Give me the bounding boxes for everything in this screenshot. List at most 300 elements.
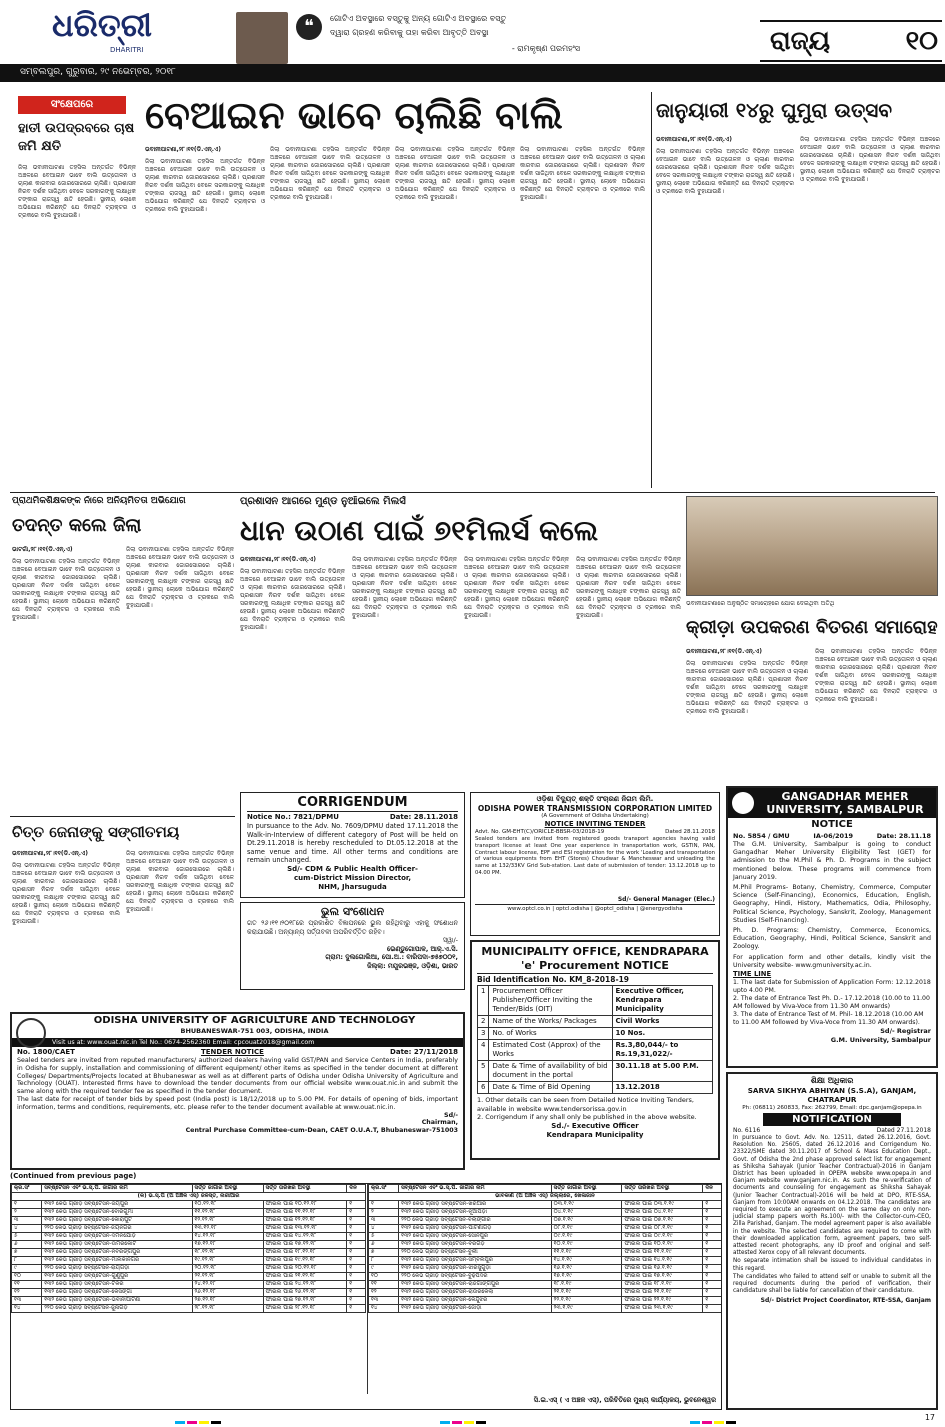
schedule-cell: ୧ <box>703 1217 722 1225</box>
schedule-cell: ୧ <box>347 1305 366 1313</box>
gmu-notice: NOTICE <box>811 819 853 830</box>
gmu-date: Date: 28.11.18 <box>876 832 931 840</box>
kendrapara-cell-label: Name of the Works/ Packages <box>489 1016 612 1028</box>
schedule-cell: ୨୮.୧୨.୧୮ <box>192 1305 263 1313</box>
schedule-cell: ୧୩୨ କେଭି ଗ୍ରୀଡ଼ ସବ୍‌ଷ୍ଟେସନ-କୋରାପୁଟ <box>42 1217 192 1225</box>
kendrapara-cell-no: 5 <box>478 1061 489 1082</box>
left-headline: ତଦନ୍ତ କଲେ ଜିଲା <box>12 515 142 536</box>
schedule-cell: ୦୪.୧.୧୯ <box>551 1209 622 1217</box>
schedule-cell: ୨ <box>12 1209 42 1217</box>
schedule-header-cell: ସର୍ତ୍ତ ଜାଗାର ଅବସ୍ଥା <box>192 1185 263 1193</box>
schedule-cell: ୦୮.୧.୧୯ <box>551 1225 622 1233</box>
schedule-cell: ୧୪.୧୨.୧୮ <box>192 1233 263 1241</box>
continued-label: (Continued from previous page) <box>10 1172 137 1180</box>
kendrapara-cell-no: 3 <box>478 1028 489 1040</box>
divider-obit <box>10 816 235 817</box>
registration-swatch <box>702 1421 712 1424</box>
schedule-cell: ଫାଇଲ ପାଇଁ ୨୧.୧୨.୧୮ <box>263 1273 347 1281</box>
corrigendum-meta <box>247 812 458 822</box>
schedule-cell: ଫାଇଲ ପାଇଁ ୨୨.୧.୧୯ <box>622 1297 703 1305</box>
schedule-cell: ୧୯.୧୨.୧୮ <box>192 1257 263 1265</box>
gmu-no: No. 5854 / GMU <box>733 832 790 840</box>
page-number-odia: ୧୦ <box>905 26 938 56</box>
schedule-cell: ୧୩୨ କେଭି ଗ୍ରୀଡ଼ ସବ୍‌ଷ୍ଟେସନ-ଝାରସୁଗୁଡ଼ା <box>399 1265 552 1273</box>
gmu-header <box>728 788 936 818</box>
ouat-sign-3: Central Purchase Committee-cum-Dean, CAET O.U.A.T, Bhubaneswar-751003 <box>185 1126 458 1134</box>
optcl-adv: Advt. No. GM-EHT(C)/ORICLE-BBSR-03/2018-19 <box>475 829 605 835</box>
ssa-ad <box>726 1072 938 1410</box>
schedule-cell: ୧୩୨ କେଭି ଗ୍ରୀଡ଼ ସବ୍‌ଷ୍ଟେସନ-ମାଲକାନଗିରି <box>42 1257 192 1265</box>
corrigendum-notice-no: Notice No.: 7821/DPMU <box>247 813 339 821</box>
optcl-sub: (A Government of Odisha Undertaking) <box>541 813 649 819</box>
corrigendum-title: CORRIGENDUM <box>247 795 458 812</box>
registration-swatch <box>714 1421 724 1424</box>
ouat-title: ODISHA UNIVERSITY OF AGRICULTURE AND TECHNOLOGY <box>93 1015 416 1026</box>
schedule-cell: ୧ <box>347 1241 366 1249</box>
schedule-table-left-wrap <box>11 1184 366 1394</box>
schedule-cell: ୧୩୨ କେଭି ଗ୍ରୀଡ଼ ସବ୍‌ଷ୍ଟେସନ-ଜୟପୁର <box>42 1201 192 1209</box>
kendrapara-cell-value: Rs.3,80,044/- to Rs.19,31,022/- <box>612 1040 713 1061</box>
schedule-cell: ଫାଇଲ ପାଇଁ ୨୦.୧୨.୧୮ <box>263 1265 347 1273</box>
schedule-cell: ୧ <box>347 1297 366 1305</box>
schedule-cell: ୧୭.୧.୧୯ <box>551 1273 622 1281</box>
schedule-cell: ୧ <box>347 1257 366 1265</box>
correction-body: ଗତ ୨୬।୧୧।୨୦୧୮ରେ ପ୍ରକାଶିତ ବିଜ୍ଞାପନରେ ଭୁଲ ରହିଥିବାରୁ ଏହାକୁ ସଂଶୋଧନ କରାଯାଉଛି। ଅନ୍ୟାନ୍ୟ ସର୍ତ୍ତାବଳୀ ଅପରିବର୍ତ୍ତିତ ରହିବ। <box>247 919 458 936</box>
schedule-cell: ୫ <box>369 1233 399 1241</box>
schedule-cell: ୨୧.୧୨.୧୮ <box>192 1273 263 1281</box>
schedule-cell: ୧୩ <box>369 1297 399 1305</box>
schedule-header-row <box>12 1185 366 1193</box>
schedule-cell: ୧ <box>703 1281 722 1289</box>
center-story-col-3: ଜିଲା ଭବାନୀପାଟଣା ତହସିଲ ଅନ୍ତର୍ଗତ ବିଭିନ୍ନ ଅଞ୍ଚଳରେ ବେଆଇନ ଭାବେ ବାଲି ଉତ୍ତୋଳନ ଓ ଚାଲାଣ କାରବାର ଜୋରସୋରରେ ଚାଲିଛି। ପ୍ରଶାସନ ନିରବ ଦର୍ଶକ ସାଜିଥିବା ବେଳେ ସରକାରଙ୍କୁ ଲକ୍ଷାଧିକ ଟଙ୍କାର ରାଜସ୍ୱ କ୍ଷତି ହେଉଛି। ସ୍ଥାନୀୟ ଲୋକେ ଅଭିଯୋଗ କରିଛନ୍ତି ଯେ ଦିନରାତି ଟ୍ରାକ୍ଟର ଓ ଟ୍ରକରେ ବାଲି ବୁହାଯାଉଛି। <box>464 556 569 619</box>
obit-dateline: ଭବାନୀପାଟଣା,୨୮।୧୧(ଡି.ଏନ୍.ଏ) <box>12 850 88 857</box>
schedule-cell: ୬ <box>12 1241 42 1249</box>
kendrapara-ad <box>470 940 720 1160</box>
right-dateline: ଭବାନୀପାଟଣା,୨୮।୧୧(ଡି.ଏନ୍.ଏ) <box>686 648 762 655</box>
corrigendum-sign-3: NHM, Jharsuguda <box>318 882 387 891</box>
schedule-subheader-row <box>369 1193 722 1201</box>
schedule-cell: ୧୧ <box>12 1281 42 1289</box>
schedule-header-cell: ସବ୍‌ଷ୍ଟେସନ ଏବଂ ଭ.ସ୍.ପି. ଜାଗାର ନାମ <box>42 1185 192 1193</box>
schedule-row <box>12 1201 366 1209</box>
schedule-row <box>369 1273 722 1281</box>
obit-col-1: ଜିଲା ଭବାନୀପାଟଣା ତହସିଲ ଅନ୍ତର୍ଗତ ବିଭିନ୍ନ ଅଞ୍ଚଳରେ ବେଆଇନ ଭାବେ ବାଲି ଉତ୍ତୋଳନ ଓ ଚାଲାଣ କାରବାର ଜୋରସୋରରେ ଚାଲିଛି। ପ୍ରଶାସନ ନିରବ ଦର୍ଶକ ସାଜିଥିବା ବେଳେ ସରକାରଙ୍କୁ ଲକ୍ଷାଧିକ ଟଙ୍କାର ରାଜସ୍ୱ କ୍ଷତି ହେଉଛି। ସ୍ଥାନୀୟ ଲୋକେ ଅଭିଯୋଗ କରିଛନ୍ତି ଯେ ଦିନରାତି ଟ୍ରାକ୍ଟର ଓ ଟ୍ରକରେ ବାଲି ବୁହାଯାଉଛି। <box>12 862 120 925</box>
schedule-cell: ୧ <box>347 1281 366 1289</box>
schedule-cell: ଫାଇଲ ପାଇଁ ୨୩.୧.୧୯ <box>622 1305 703 1313</box>
schedule-cell: ଫାଇଲ ପାଇଁ ୧୮.୧୨.୧୮ <box>263 1249 347 1257</box>
schedule-cell: ୧୩୨ କେଭି ଗ୍ରୀଡ଼ ସବ୍‌ଷ୍ଟେସନ-ଟିକିରି <box>42 1281 192 1289</box>
kendrapara-cell-no: 4 <box>478 1040 489 1061</box>
schedule-cell: ୧୩୨ କେଭି ଗ୍ରୀଡ଼ ସବ୍‌ଷ୍ଟେସନ-ରାଉରକେଲା <box>399 1289 552 1297</box>
schedule-cell: ୦୯.୧.୧୯ <box>551 1233 622 1241</box>
main-story-col-1: ଜିଲା ଭବାନୀପାଟଣା ତହସିଲ ଅନ୍ତର୍ଗତ ବିଭିନ୍ନ ଅଞ୍ଚଳରେ ବେଆଇନ ଭାବେ ବାଲି ଉତ୍ତୋଳନ ଓ ଚାଲାଣ କାରବାର ଜୋରସୋରରେ ଚାଲିଛି। ପ୍ରଶାସନ ନିରବ ଦର୍ଶକ ସାଜିଥିବା ବେଳେ ସରକାରଙ୍କୁ ଲକ୍ଷାଧିକ ଟଙ୍କାର ରାଜସ୍ୱ କ୍ଷତି ହେଉଛି। ସ୍ଥାନୀୟ ଲୋକେ ଅଭିଯୋଗ କରିଛନ୍ତି ଯେ ଦିନରାତି ଟ୍ରାକ୍ଟର ଓ ଟ୍ରକରେ ବାଲି ବୁହାଯାଉଛି। <box>145 158 265 213</box>
schedule-row <box>12 1209 366 1217</box>
registration-swatch <box>476 1421 486 1424</box>
schedule-cell: ୨୨୦ କେଭି ଗ୍ରୀଡ଼ ସବ୍‌ଷ୍ଟେସନ-ରାୟଗଡ଼ା <box>42 1265 192 1273</box>
section-label <box>760 20 942 62</box>
main-dateline: ଭବାନୀପାଟଣା,୨୮।୧୧(ଡି.ଏନ୍.ଏ) <box>145 146 221 153</box>
schedule-row <box>369 1201 722 1209</box>
schedule-cell: ଫାଇଲ ପାଇଁ ୧୨.୧୨.୧୮ <box>263 1217 347 1225</box>
schedule-subheader-cell: (କ) ଭ.ସ୍.ପି (ଅ ଅଞ୍ଚଳ ଏସ୍) ଜଳସ୍ତ, ନାରୀଆର <box>12 1193 366 1201</box>
kendrapara-row <box>478 1040 713 1061</box>
ssa-notification: NOTIFICATION <box>763 1113 901 1126</box>
schedule-cell: ୨୭.୧୨.୧୮ <box>192 1297 263 1305</box>
schedule-header-cell: ଦିନ <box>347 1185 366 1193</box>
schedule-cell: ୧୨ <box>12 1289 42 1297</box>
schedule-cell: ୧ <box>703 1273 722 1281</box>
gmu-title-2: UNIVERSITY, SAMBALPUR <box>766 803 924 816</box>
schedule-cell: ୧ <box>347 1289 366 1297</box>
ouat-date: Date: 27/11/2018 <box>390 1048 458 1056</box>
gmu-phd: Ph. D. Programs: Chemistry, Commerce, Economics, Education, Geography, Hindi, Political Science, Sanskrit and Zoology. <box>733 927 931 951</box>
schedule-cell: ୨୪.୧୨.୧୮ <box>192 1281 263 1289</box>
schedule-cell: ୨୬.୧୨.୧୮ <box>192 1289 263 1297</box>
kicker-brief: ସଂକ୍ଷେପରେ <box>18 96 126 114</box>
registration-marks-center <box>440 1414 500 1424</box>
kendrapara-cell-label: Date & Time of availability of bid document in the portal <box>489 1061 612 1082</box>
ssa-date: Dated 27.11.2018 <box>876 1127 931 1134</box>
registration-swatch <box>187 1421 197 1424</box>
schedule-cell: ୨୨.୧.୧୯ <box>551 1297 622 1305</box>
gmu-body: The G.M. University, Sambalpur is going to conduct Gangadhar Meher University Eligibility Test (GET) for admission to the M.Phil & Ph. D. Programs in the subject mentioned below. These programs will commence from January 2019. <box>733 841 931 881</box>
registration-swatch <box>211 1421 221 1424</box>
right-story-col-2: ଜିଲା ଭବାନୀପାଟଣା ତହସିଲ ଅନ୍ତର୍ଗତ ବିଭିନ୍ନ ଅଞ୍ଚଳରେ ବେଆଇନ ଭାବେ ବାଲି ଉତ୍ତୋଳନ ଓ ଚାଲାଣ କାରବାର ଜୋରସୋରରେ ଚାଲିଛି। ପ୍ରଶାସନ ନିରବ ଦର୍ଶକ ସାଜିଥିବା ବେଳେ ସରକାରଙ୍କୁ ଲକ୍ଷାଧିକ ଟଙ୍କାର ରାଜସ୍ୱ କ୍ଷତି ହେଉଛି। ସ୍ଥାନୀୟ ଲୋକେ ଅଭିଯୋଗ କରିଛନ୍ତି ଯେ ଦିନରାତି ଟ୍ରାକ୍ଟର ଓ ଟ୍ରକରେ ବାଲି ବୁହାଯାଉଛି। <box>815 648 937 703</box>
schedule-cell: ଫାଇଲ ପାଇଁ ୧୧.୧୨.୧୮ <box>263 1209 347 1217</box>
schedule-cell: ୧୩୨ କେଭି ଗ୍ରୀଡ଼ ସବ୍‌ଷ୍ଟେସନ-ଦମନଯୋଡ଼ି <box>42 1233 192 1241</box>
schedule-row <box>369 1289 722 1297</box>
schedule-cell: ୧ <box>703 1225 722 1233</box>
correction-sign-4: ଜିଲ୍ଲା: ମୟୂରଭଞ୍ଜ, ଓଡ଼ିଶା, ଭାରତ <box>367 961 458 970</box>
schedule-row <box>12 1305 366 1313</box>
kendrapara-cell-no: 2 <box>478 1016 489 1028</box>
quote-line-1: ଗୋଟିଏ ଅବସ୍ଥାରେ ବସ୍ତୁକୁ ଅନ୍ୟ ଗୋଟିଏ ଅବସ୍ଥାରେ ବସ୍ତୁ <box>330 14 507 23</box>
schedule-cell: ଫାଇଲ ପାଇଁ ୦୭.୧.୧୯ <box>622 1217 703 1225</box>
center-headline: ଧାନ ଉଠାଣ ପାଇଁ ୭୧ମିଲର୍ସ କଲେ <box>240 514 599 547</box>
registration-swatch <box>175 1421 185 1424</box>
schedule-cell: ୧୦.୧୨.୧୮ <box>192 1201 263 1209</box>
gmu-mphil: M.Phil Programs- Botany, Chemistry, Commerce, Computer Science (Self-Financing), Economics, Education, English, Geography, Hindi, History, Mathematics, Odia, Philosophy, Political Science, Psychology, Sanskrit, Zoology, Management Studies (Self-Financing). <box>733 884 931 924</box>
kendrapara-cell-label: No. of Works <box>489 1028 612 1040</box>
schedule-cell: ୧୪.୧.୧୯ <box>551 1257 622 1265</box>
kendrapara-cell-value: Civil Works <box>612 1016 713 1028</box>
schedule-cell: ୧ <box>703 1257 722 1265</box>
center-story-col-4: ଜିଲା ଭବାନୀପାଟଣା ତହସିଲ ଅନ୍ତର୍ଗତ ବିଭିନ୍ନ ଅଞ୍ଚଳରେ ବେଆଇନ ଭାବେ ବାଲି ଉତ୍ତୋଳନ ଓ ଚାଲାଣ କାରବାର ଜୋରସୋରରେ ଚାଲିଛି। ପ୍ରଶାସନ ନିରବ ଦର୍ଶକ ସାଜିଥିବା ବେଳେ ସରକାରଙ୍କୁ ଲକ୍ଷାଧିକ ଟଙ୍କାର ରାଜସ୍ୱ କ୍ଷତି ହେଉଛି। ସ୍ଥାନୀୟ ଲୋକେ ଅଭିଯୋଗ କରିଛନ୍ତି ଯେ ଦିନରାତି ଟ୍ରାକ୍ଟର ଓ ଟ୍ରକରେ ବାଲି ବୁହାଯାଉଛି। <box>576 556 681 619</box>
schedule-cell: ୧୩୨ କେଭି ଗ୍ରୀଡ଼ ସବ୍‌ଷ୍ଟେସନ-ଗୁଣୁପୁର <box>42 1273 192 1281</box>
corrigendum-body: In pursuance to the Adv. No. 7609/DPMU dated 17.11.2018 the Walk-in-Interview of different category of Post will be held on Dt.29.11.2018 is hereby rescheduled to Dt.05.12.2018 at the same venue and time. All other terms and conditions are remain unchanged. <box>247 822 458 864</box>
optcl-notice: NOTICE INVITING TENDER <box>544 820 646 828</box>
main-story-col-2: ଜିଲା ଭବାନୀପାଟଣା ତହସିଲ ଅନ୍ତର୍ଗତ ବିଭିନ୍ନ ଅଞ୍ଚଳରେ ବେଆଇନ ଭାବେ ବାଲି ଉତ୍ତୋଳନ ଓ ଚାଲାଣ କାରବାର ଜୋରସୋରରେ ଚାଲିଛି। ପ୍ରଶାସନ ନିରବ ଦର୍ଶକ ସାଜିଥିବା ବେଳେ ସରକାରଙ୍କୁ ଲକ୍ଷାଧିକ ଟଙ୍କାର ରାଜସ୍ୱ କ୍ଷତି ହେଉଛି। ସ୍ଥାନୀୟ ଲୋକେ ଅଭିଯୋଗ କରିଛନ୍ତି ଯେ ଦିନରାତି ଟ୍ରାକ୍ଟର ଓ ଟ୍ରକରେ ବାଲି ବୁହାଯାଉଛି। <box>270 146 390 201</box>
schedule-cell: ୧୩୨ କେଭି ଗ୍ରୀଡ଼ ସବ୍‌ଷ୍ଟେସନ-ବରଗଡ଼ <box>399 1241 552 1249</box>
gmu-timeline-2: 2. The date of Entrance Test Ph. D.- 17.12.2018 (10.00 to 11.00 AM followed by Viva-Voce from 11.30 AM onwards) <box>733 995 930 1011</box>
schedule-cell: ୧ <box>703 1305 722 1313</box>
ssa-body: In pursuance to Govt. Adv. No. 12511, dated 26.12.2016, Govt. Resolution No. 25605, dated 26.12.2016 and Corrigendum No. 23322/SME dated 30.11.2017 of School & Mass Education Dept., Govt. of Odisha the 2nd phase approved select list for engagement as Shiksha Sahayak (Junior Teacher Contractual)-2016 in Ganjam District has been uploaded in OPEPA website www.opepa.in and Ganjam website www.ganjam.nic.in. As such the re-verification of documents and counseling for engagement as Shiksha Sahayak (Junior Teacher Contractual)-2016 will be held at DPO, RTE-SSA, Ganjam from 10:00AM onwards on 04.12.2018. The candidates are required to execute an agreement on the same day on only non-judicial stamp papers worth Rs.100/- with the Collector-cum-CEO, Zilla Parishad, Ganjam. The model agreement paper is also available in the website. The selected candidates are required to come with their downloaded application form, agreement papers, two self-attested recent photographs, any ID proof and original and self-attested Xerox copy of all relevant documents. <box>733 1135 931 1257</box>
schedule-cell: ୭ <box>12 1249 42 1257</box>
schedule-cell: ଫାଇଲ ପାଇଁ ୧୭.୧୨.୧୮ <box>263 1241 347 1249</box>
optcl-sign: Sd/- General Manager (Elec.) <box>617 896 715 903</box>
ouat-seal-icon <box>16 1018 46 1048</box>
schedule-header-cell: ସର୍ତ୍ତ ଜାଗାର ଅବସ୍ଥା <box>551 1185 622 1193</box>
schedule-row <box>12 1233 366 1241</box>
schedule-row <box>12 1265 366 1273</box>
kendrapara-note-2: 2. Corrigendum if any shall only be published in the above website. <box>477 1113 697 1121</box>
schedule-cell: ଫାଇଲ ପାଇଁ ୧୧.୧.୧୯ <box>622 1249 703 1257</box>
schedule-cell: ୨୦.୧୨.୧୮ <box>192 1265 263 1273</box>
schedule-cell: ୧୩୨ କେଭି ଗ୍ରୀଡ଼ ସବ୍‌ଷ୍ଟେସନ-ବୋରିଗୁମା <box>42 1209 192 1217</box>
schedule-cell: ୧୮.୧୨.୧୮ <box>192 1249 263 1257</box>
schedule-cell: ଫାଇଲ ପାଇଁ ୨୬.୧୨.୧୮ <box>263 1289 347 1297</box>
schedule-cell: ୨୨୦ କେଭି ଗ୍ରୀଡ଼ ସବ୍‌ଷ୍ଟେସନ-ବଲାଙ୍ଗୀର <box>399 1217 552 1225</box>
schedule-row <box>12 1225 366 1233</box>
right-story-col-1: ଜିଲା ଭବାନୀପାଟଣା ତହସିଲ ଅନ୍ତର୍ଗତ ବିଭିନ୍ନ ଅଞ୍ଚଳରେ ବେଆଇନ ଭାବେ ବାଲି ଉତ୍ତୋଳନ ଓ ଚାଲାଣ କାରବାର ଜୋରସୋରରେ ଚାଲିଛି। ପ୍ରଶାସନ ନିରବ ଦର୍ଶକ ସାଜିଥିବା ବେଳେ ସରକାରଙ୍କୁ ଲକ୍ଷାଧିକ ଟଙ୍କାର ରାଜସ୍ୱ କ୍ଷତି ହେଉଛି। ସ୍ଥାନୀୟ ଲୋକେ ଅଭିଯୋଗ କରିଛନ୍ତି ଯେ ଦିନରାତି ଟ୍ରାକ୍ଟର ଓ ଟ୍ରକରେ ବାଲି ବୁହାଯାଉଛି। <box>686 660 808 715</box>
kendrapara-bid: Bid Identification No. KM_8-2018-19 <box>477 973 713 985</box>
gmu-ia: IA-06/2019 <box>813 832 854 840</box>
schedule-row <box>12 1241 366 1249</box>
schedule-cell: ୬ <box>369 1241 399 1249</box>
ouat-sign-1: Sd/- <box>444 1111 458 1119</box>
schedule-header-cell: ସବ୍‌ଷ୍ଟେସନ ଏବଂ ଭ.ସ୍.ପି. ଜାଗାର ନାମ <box>399 1185 552 1193</box>
schedule-cell: ୧ <box>347 1273 366 1281</box>
photo-caption: ଭବାନୀପାଟଣାରେ ଅନୁଷ୍ଠିତ ସମାରୋହରେ ଯୋଗ ଦେଇଥିବା ଅତିଥି <box>686 600 835 607</box>
schedule-cell: ଫାଇଲ ପାଇଁ ୦୩.୧.୧୯ <box>622 1201 703 1209</box>
kendrapara-title-2: 'e' Procurement NOTICE <box>521 959 669 972</box>
left-story-col-1: ଜିଲା ଭବାନୀପାଟଣା ତହସିଲ ଅନ୍ତର୍ଗତ ବିଭିନ୍ନ ଅଞ୍ଚଳରେ ବେଆଇନ ଭାବେ ବାଲି ଉତ୍ତୋଳନ ଓ ଚାଲାଣ କାରବାର ଜୋରସୋରରେ ଚାଲିଛି। ପ୍ରଶାସନ ନିରବ ଦର୍ଶକ ସାଜିଥିବା ବେଳେ ସରକାରଙ୍କୁ ଲକ୍ଷାଧିକ ଟଙ୍କାର ରାଜସ୍ୱ କ୍ଷତି ହେଉଛି। ସ୍ଥାନୀୟ ଲୋକେ ଅଭିଯୋଗ କରିଛନ୍ତି ଯେ ଦିନରାତି ଟ୍ରାକ୍ଟର ଓ ଟ୍ରକରେ ବାଲି ବୁହାଯାଉଛି। <box>12 558 120 621</box>
kendrapara-cell-value: Executive Officer, Kendrapara Municipality <box>612 986 713 1016</box>
schedule-cell: ଫାଇଲ ପାଇଁ ୧୮.୧.୧୯ <box>622 1281 703 1289</box>
schedule-cell: ୧୩୨ କେଭି ଗ୍ରୀଡ଼ ସବ୍‌ଷ୍ଟେସନ-ଜୋଡ଼ା <box>399 1305 552 1313</box>
schedule-cell: ଫାଇଲ ପାଇଁ ୧୯.୧୨.୧୮ <box>263 1257 347 1265</box>
kendrapara-cell-value: 30.11.18 at 5.00 P.M. <box>612 1061 713 1082</box>
schedule-row <box>369 1225 722 1233</box>
obit-headline: ଚିତ୍ତ ଜେନାଙ୍କୁ ସଙ୍ଗୀତମୟ <box>12 823 180 841</box>
main-story-col-3: ଜିଲା ଭବାନୀପାଟଣା ତହସିଲ ଅନ୍ତର୍ଗତ ବିଭିନ୍ନ ଅଞ୍ଚଳରେ ବେଆଇନ ଭାବେ ବାଲି ଉତ୍ତୋଳନ ଓ ଚାଲାଣ କାରବାର ଜୋରସୋରରେ ଚାଲିଛି। ପ୍ରଶାସନ ନିରବ ଦର୍ଶକ ସାଜିଥିବା ବେଳେ ସରକାରଙ୍କୁ ଲକ୍ଷାଧିକ ଟଙ୍କାର ରାଜସ୍ୱ କ୍ଷତି ହେଉଛି। ସ୍ଥାନୀୟ ଲୋକେ ଅଭିଯୋଗ କରିଛନ୍ତି ଯେ ଦିନରାତି ଟ୍ରାକ୍ଟର ଓ ଟ୍ରକରେ ବାଲି ବୁହାଯାଉଛି। <box>395 146 515 201</box>
schedule-cell: ୨୨୦ କେଭି ଗ୍ରୀଡ଼ ସବ୍‌ଷ୍ଟେସନ-ବୁର୍ଲା <box>399 1249 552 1257</box>
section-name: ରାଜ୍ୟ <box>770 26 831 56</box>
gmu-timeline-1: 1. The last date for Submission of Application Form: 12.12.2018 upto 4.00 PM. <box>733 979 931 995</box>
schedule-cell: ଫାଇଲ ପାଇଁ ୧୦.୧୨.୧୮ <box>263 1201 347 1209</box>
schedule-table-left <box>11 1184 366 1313</box>
schedule-cell: ୧ <box>347 1217 366 1225</box>
date-line: ସମ୍ବଲପୁର, ଗୁରୁବାର, ୨୯ ନଭେମ୍ବର, ୨୦୧୮ <box>20 67 176 77</box>
brief-title: ହାତୀ ଉପଦ୍ରବରେ ଚାଷ ଜମି କ୍ଷତି <box>18 121 135 154</box>
correction-title: ଭୁଲ ସଂଶୋଧନ <box>320 905 385 918</box>
kendrapara-row <box>478 986 713 1016</box>
registration-swatch <box>199 1421 209 1424</box>
ouat-notice: TENDER NOTICE <box>201 1048 264 1056</box>
schedule-cell: ୧୩୨ କେଭି ଗ୍ରୀଡ଼ ସବ୍‌ଷ୍ଟେସନ-ସମ୍ବଲପୁର <box>399 1257 552 1265</box>
schedule-header-cell: ଦିନ <box>703 1185 722 1193</box>
schedule-cell: ଫାଇଲ ପାଇଁ ୦୪.୧.୧୯ <box>622 1209 703 1217</box>
schedule-row <box>369 1209 722 1217</box>
schedule-cell: ଫାଇଲ ପାଇଁ ୧୬.୧.୧୯ <box>622 1265 703 1273</box>
correction-sign-2: ଭେଣ୍ଡୁଗୋପାଳ, ଆର୍.ଏ.ସି. <box>386 944 458 953</box>
center-dateline: ଭବାନୀପାଟଣା,୨୮।୧୧(ଡି.ଏନ୍.ଏ) <box>240 556 316 563</box>
optcl-links: www.optcl.co.in | optcl.odisha | @optcl_odisha | @energyodisha <box>475 904 715 913</box>
divider-vertical-top <box>651 92 652 488</box>
kendrapara-row <box>478 1016 713 1028</box>
kendrapara-cell-label: Date & Time of Bid Opening <box>489 1082 612 1094</box>
schedule-row <box>369 1241 722 1249</box>
schedule-cell: ୩ <box>369 1217 399 1225</box>
schedule-cell: ୮ <box>369 1257 399 1265</box>
schedule-row <box>12 1257 366 1265</box>
schedule-table-wrap <box>10 1183 722 1410</box>
schedule-cell: ୧ <box>703 1209 722 1217</box>
schedule-row <box>12 1281 366 1289</box>
gmu-ad <box>726 786 938 1068</box>
ssa-note-1: No separate intimation shall be issued to individual candidates in this regard. <box>733 1258 931 1272</box>
optcl-date: Dated 28.11.2018 <box>665 829 715 835</box>
gmu-title-1: GANGADHAR MEHER <box>781 790 909 803</box>
schedule-cell: ୧୧.୧୨.୧୮ <box>192 1209 263 1217</box>
schedule-cell: ୧୬.୧.୧୯ <box>551 1265 622 1273</box>
gmu-meta <box>733 832 931 841</box>
schedule-cell: ୧ <box>369 1201 399 1209</box>
kendrapara-cell-no: 1 <box>478 986 489 1016</box>
right-headline: କ୍ରୀଡ଼ା ଉପକରଣ ବିତରଣ ସମାରୋହ <box>686 617 938 638</box>
corrigendum-sign-1: Sd/- CDM & Public Health Officer- <box>287 864 418 873</box>
ouat-contacts: Visit us at: www.ouat.nic.in Tel No.: 0674-2562360 Email: cpcouat2018@gmail.com <box>12 1038 463 1047</box>
kendrapara-cell-label: Estimated Cost (Approx) of the Works <box>489 1040 612 1061</box>
kendrapara-cell-value: 13.12.2018 <box>612 1082 713 1094</box>
date-bar <box>0 64 945 82</box>
schedule-cell: ୧୩.୧୨.୧୮ <box>192 1225 263 1233</box>
kendrapara-cell-no: 6 <box>478 1082 489 1094</box>
registration-swatch <box>726 1421 736 1424</box>
registration-marks-left <box>175 1414 235 1424</box>
kendrapara-cell-label: Procurement Officer Publisher/Officer Inviting the Tender/Bids (OIT) <box>489 986 612 1016</box>
event-photo <box>686 496 938 596</box>
corrigendum-ad <box>240 792 465 898</box>
schedule-cell: ୯ <box>369 1265 399 1273</box>
schedule-cell: ୧ <box>347 1249 366 1257</box>
schedule-cell: ୧୩୨ କେଭି ଗ୍ରୀଡ଼ ସବ୍‌ଷ୍ଟେସନ-କେନ୍ଦୁଝର <box>399 1297 552 1305</box>
optcl-meta <box>475 829 715 836</box>
ouat-sign-2: Chairman, <box>421 1119 458 1127</box>
schedule-cell: ୧ <box>703 1297 722 1305</box>
schedule-row <box>12 1249 366 1257</box>
schedule-cell: ୧୮.୧.୧୯ <box>551 1281 622 1289</box>
schedule-row <box>12 1217 366 1225</box>
gmu-seal-icon <box>732 792 754 814</box>
schedule-cell: ୧୩୨ କେଭି ଗ୍ରୀଡ଼ ସବ୍‌ଷ୍ଟେସନ-ନବରଙ୍ଗପୁର <box>42 1249 192 1257</box>
schedule-cell: ଫାଇଲ ପାଇଁ ୧୪.୧୨.୧୮ <box>263 1233 347 1241</box>
main-headline: ବେଆଇନ ଭାବେ ଚାଲିଛି ବାଲି <box>145 92 563 137</box>
schedule-cell: ୮ <box>12 1257 42 1265</box>
schedule-cell: ୧୩୨ କେଭି ଗ୍ରୀଡ଼ ସବ୍‌ଷ୍ଟେସନ-କେସିଙ୍ଗା <box>42 1289 192 1297</box>
kendrapara-title-1: MUNICIPALITY OFFICE, KENDRAPARA <box>481 945 709 958</box>
schedule-table-right-wrap <box>367 1184 722 1394</box>
schedule-cell: ୧୦.୧.୧୯ <box>551 1241 622 1249</box>
schedule-row <box>369 1233 722 1241</box>
schedule-row <box>369 1249 722 1257</box>
schedule-row <box>369 1257 722 1265</box>
gmu-timeline-title: TIME LINE <box>733 970 772 979</box>
schedule-cell: ୧୩ <box>12 1297 42 1305</box>
schedule-cell: ଫାଇଲ ପାଇଁ ୦୮.୧.୧୯ <box>622 1225 703 1233</box>
schedule-row <box>369 1281 722 1289</box>
ssa-contact: Ph: (06811) 260833, Fax: 262799, Email: dpc.ganjam@opepa.in <box>742 1105 922 1111</box>
corrigendum-sign-2: cum-District Mission Director, <box>294 873 411 882</box>
schedule-cell: ୧ <box>347 1201 366 1209</box>
left-story-col-2: ଜିଲା ଭବାନୀପାଟଣା ତହସିଲ ଅନ୍ତର୍ଗତ ବିଭିନ୍ନ ଅଞ୍ଚଳରେ ବେଆଇନ ଭାବେ ବାଲି ଉତ୍ତୋଳନ ଓ ଚାଲାଣ କାରବାର ଜୋରସୋରରେ ଚାଲିଛି। ପ୍ରଶାସନ ନିରବ ଦର୍ଶକ ସାଜିଥିବା ବେଳେ ସରକାରଙ୍କୁ ଲକ୍ଷାଧିକ ଟଙ୍କାର ରାଜସ୍ୱ କ୍ଷତି ହେଉଛି। ସ୍ଥାନୀୟ ଲୋକେ ଅଭିଯୋଗ କରିଛନ୍ତି ଯେ ଦିନରାତି ଟ୍ରାକ୍ଟର ଓ ଟ୍ରକରେ ବାଲି ବୁହାଯାଉଛି। <box>126 546 234 609</box>
ssa-sign: Sd/- District Project Coordinator, RTE-SSA, Ganjam <box>760 1297 931 1305</box>
schedule-cell: ୧୩୨ କେଭି ଗ୍ରୀଡ଼ ସବ୍‌ଷ୍ଟେସନ-ଭବାନୀପାଟଣା <box>42 1297 192 1305</box>
schedule-cell: ଫାଇଲ ପାଇଁ ୦୯.୧.୧୯ <box>622 1233 703 1241</box>
schedule-cell: ୧ <box>347 1225 366 1233</box>
schedule-cell: ୫ <box>12 1233 42 1241</box>
quote-author: - ରାମକୃଷ୍ଣ ପରମହଂସ <box>511 44 580 53</box>
schedule-cell: ୧୪ <box>369 1305 399 1313</box>
registration-swatch <box>690 1421 700 1424</box>
schedule-cell: ୧ <box>703 1201 722 1209</box>
ouat-last-date: The last date for receipt of tender bids by speed post (India post) is 18/12/2018 up to 5.00 PM. For details of opening of bids, important information, terms and conditions, requirements, etc. please refer to the tender document available at www.ouat.nic.in. <box>17 1095 458 1111</box>
brief-body: ଜିଲା ଭବାନୀପାଟଣା ତହସିଲ ଅନ୍ତର୍ଗତ ବିଭିନ୍ନ ଅଞ୍ଚଳରେ ବେଆଇନ ଭାବେ ବାଲି ଉତ୍ତୋଳନ ଓ ଚାଲାଣ କାରବାର ଜୋରସୋରରେ ଚାଲିଛି। ପ୍ରଶାସନ ନିରବ ଦର୍ଶକ ସାଜିଥିବା ବେଳେ ସରକାରଙ୍କୁ ଲକ୍ଷାଧିକ ଟଙ୍କାର ରାଜସ୍ୱ କ୍ଷତି ହେଉଛି। ସ୍ଥାନୀୟ ଲୋକେ ଅଭିଯୋଗ କରିଛନ୍ତି ଯେ ଦିନରାତି ଟ୍ରାକ୍ଟର ଓ ଟ୍ରକରେ ବାଲି ବୁହାଯାଉଛି। <box>18 164 136 219</box>
center-kicker: ପ୍ରଶାସନ ଆଗରେ ମୁଣ୍ଡ ନୁଆଁଇଲେ ମିଲର୍ସ <box>240 496 406 507</box>
ouat-body: Sealed tenders are invited from reputed manufacturers/ authorized dealers having valid GST/PAN and Service Centers in India, preferably in Odisha for supply, installation and commissioning of different equipment/ other items as specified in the tender document at different Colleges/ Departments/Projects located at Bhubaneswar as well as at different parts of Odisha under Odisha University of Agriculture and Technology (OUAT). Interested firms have to download the tender documents from our official website www.ouat.nic.in and submit the same along with the required tender fee as specified in the tender document. <box>17 1057 458 1096</box>
schedule-cell: ୧୧ <box>369 1281 399 1289</box>
ssa-odia: ଶିକ୍ଷା ଅଧିକାର <box>810 1076 854 1085</box>
schedule-header-cell: କ୍ର.ସଂ <box>369 1185 399 1193</box>
correction-sign-1: ସ୍ୱା/- <box>442 936 458 944</box>
schedule-cell: ୨୨୦ କେଭି ଗ୍ରୀଡ଼ ସବ୍‌ଷ୍ଟେସନ-ଜୁନାଗଡ଼ <box>42 1305 192 1313</box>
optcl-title: ODISHA POWER TRANSMISSION CORPORATION LIMITED <box>477 804 713 813</box>
schedule-row <box>369 1265 722 1273</box>
schedule-cell: ଫାଇଲ ପାଇଁ ୨୮.୧୨.୧୮ <box>263 1305 347 1313</box>
schedule-cell: ୩ <box>12 1217 42 1225</box>
kendrapara-sign-1: Sd./- Executive Officer <box>551 1121 639 1130</box>
schedule-row <box>12 1289 366 1297</box>
kendrapara-cell-value: 10 Nos. <box>612 1028 713 1040</box>
quote-icon: ❝ <box>296 14 322 40</box>
left-dateline: ଭାଟଗାଁ,୨୮।୧୧(ଡି.ଏନ୍.ଏ) <box>12 546 73 553</box>
side-story-col-2: ଜିଲା ଭବାନୀପାଟଣା ତହସିଲ ଅନ୍ତର୍ଗତ ବିଭିନ୍ନ ଅଞ୍ଚଳରେ ବେଆଇନ ଭାବେ ବାଲି ଉତ୍ତୋଳନ ଓ ଚାଲାଣ କାରବାର ଜୋରସୋରରେ ଚାଲିଛି। ପ୍ରଶାସନ ନିରବ ଦର୍ଶକ ସାଜିଥିବା ବେଳେ ସରକାରଙ୍କୁ ଲକ୍ଷାଧିକ ଟଙ୍କାର ରାଜସ୍ୱ କ୍ଷତି ହେଉଛି। ସ୍ଥାନୀୟ ଲୋକେ ଅଭିଯୋଗ କରିଛନ୍ତି ଯେ ଦିନରାତି ଟ୍ରାକ୍ଟର ଓ ଟ୍ରକରେ ବାଲି ବୁହାଯାଉଛି। <box>800 136 940 183</box>
schedule-cell: ୨୨୦ କେଭି ଗ୍ରୀଡ଼ ସବ୍‌ଷ୍ଟେସନ-ଜୟନଗର <box>42 1225 192 1233</box>
schedule-cell: ୧୦ <box>369 1273 399 1281</box>
kendrapara-row <box>478 1061 713 1082</box>
schedule-header-cell: ସର୍ତ୍ତ ତାରିଖର ଅବସ୍ଥା <box>263 1185 347 1193</box>
schedule-cell: ୧ <box>12 1201 42 1209</box>
registration-swatch <box>464 1421 474 1424</box>
kendrapara-sign-2: Kendrapara Municipality <box>546 1130 644 1139</box>
schedule-cell: ୨ <box>369 1209 399 1217</box>
corrigendum-date: Date: 28.11.2018 <box>389 813 458 821</box>
kendrapara-note-1: 1. Other details can be seen from Detailed Notice Inviting Tenders, available in website www.tendersorissa.gov.in <box>477 1096 694 1113</box>
schedule-cell: ଫାଇଲ ପାଇଁ ୧୭.୧.୧୯ <box>622 1273 703 1281</box>
schedule-cell: ୧୩୨ କେଭି ଗ୍ରୀଡ଼ ସବ୍‌ଷ୍ଟେସନ-ନୂଆପଡ଼ା <box>399 1209 552 1217</box>
schedule-header-row <box>369 1185 722 1193</box>
ouat-no: No. 1800/CAET <box>17 1048 75 1056</box>
schedule-cell: ୧୧.୧.୧୯ <box>551 1249 622 1257</box>
gmu-sign-1: Sd/- Registrar <box>880 1027 931 1036</box>
schedule-cell: ୧ <box>703 1265 722 1273</box>
schedule-cell: ୧୨.୧୨.୧୮ <box>192 1217 263 1225</box>
kendrapara-row <box>478 1082 713 1094</box>
correction-ad <box>240 902 465 990</box>
schedule-cell: ୯ <box>12 1265 42 1273</box>
schedule-cell: ୧ <box>347 1233 366 1241</box>
schedule-cell: ୧ <box>703 1241 722 1249</box>
schedule-cell: ୦୩.୧.୧୯ <box>551 1201 622 1209</box>
kendrapara-row <box>478 1028 713 1040</box>
schedule-header-cell: କ୍ର.ସଂ <box>12 1185 42 1193</box>
schedule-row <box>12 1273 366 1281</box>
schedule-row <box>369 1305 722 1313</box>
schedule-cell: ଫାଇଲ ପାଇଁ ୨୪.୧୨.୧୮ <box>263 1281 347 1289</box>
schedule-cell: ଫାଇଲ ପାଇଁ ୧୩.୧୨.୧୮ <box>263 1225 347 1233</box>
schedule-cell: ୧୩୨ କେଭି ଗ୍ରୀଡ଼ ସବ୍‌ଷ୍ଟେସନ-ଖରିଆର <box>399 1201 552 1209</box>
schedule-table-footer: ସି.ଇ.ଏସ୍ ( ଏ ଅଞ୍ଚଳ ଏସ୍), ପରିଚିତିରେ ମୁଖ୍ୟ କାର୍ଯ୍ୟାଳୟ, ଭୁବନେଶ୍ୱର <box>533 1396 716 1404</box>
